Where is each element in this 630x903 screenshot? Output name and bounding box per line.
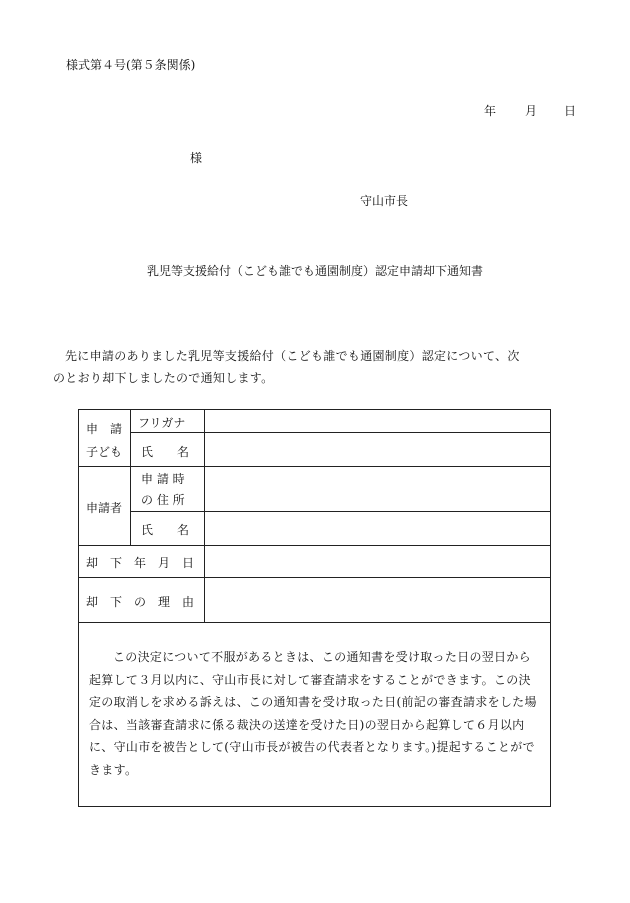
row-divider [79, 545, 551, 546]
row-divider [79, 466, 551, 467]
furigana-label: フリガナ [138, 416, 186, 430]
appeal-notice-text: この決定について不服があるときは、この通知書を受け取った日の翌日から起算して３月以内に、守山市長に対して審査請求をすることができます。この決定の取消しを求める訴えは、この通知書を受け取った日(前記の審査請求をした場合は、当該審査請求に係る裁決の送達を受けた日)の翌日から起算して６月以内に、守山市を被告として(守山市長が被告の代表者となります。)提起することができます。 [89, 650, 537, 777]
row-divider [130, 511, 551, 512]
body-paragraph [53, 345, 581, 389]
column-divider [130, 466, 131, 545]
document-title: 乳児等支援給付（こども誰でも通園制度）認定申請却下通知書 [146, 264, 483, 278]
address-label-line2: の 住 所 [141, 493, 185, 507]
date-month-label: 月 [525, 104, 538, 118]
row-divider [79, 622, 551, 623]
form-number: 様式第４号(第５条関係) [66, 58, 196, 72]
notice-table [78, 409, 551, 807]
rejection-date-label: 却 下 年 月 日 [86, 556, 195, 570]
rejection-reason-label: 却 下 の 理 由 [86, 595, 195, 609]
row-divider [79, 577, 551, 578]
issuer-name: 守山市長 [360, 194, 409, 208]
body-line-1: 先に申請のありました乳児等支援給付（こども誰でも通園制度）認定について、次 [65, 349, 520, 363]
column-divider [204, 410, 205, 622]
recipient-suffix: 様 [190, 151, 203, 165]
appeal-notice [89, 646, 541, 781]
child-label-line1: 申 請 [86, 422, 123, 436]
applicant-name-label: 氏 名 [141, 523, 190, 537]
date-year-label: 年 [484, 104, 497, 118]
address-label-line1: 申 請 時 [141, 472, 185, 486]
applicant-label: 申請者 [86, 501, 123, 515]
child-name-label: 氏 名 [141, 445, 190, 459]
child-label-line2: 子ども [86, 445, 123, 459]
date-day-label: 日 [564, 104, 577, 118]
body-line-2: のとおり却下しましたので通知します。 [53, 371, 274, 385]
row-divider [130, 432, 551, 433]
column-divider [130, 410, 131, 466]
